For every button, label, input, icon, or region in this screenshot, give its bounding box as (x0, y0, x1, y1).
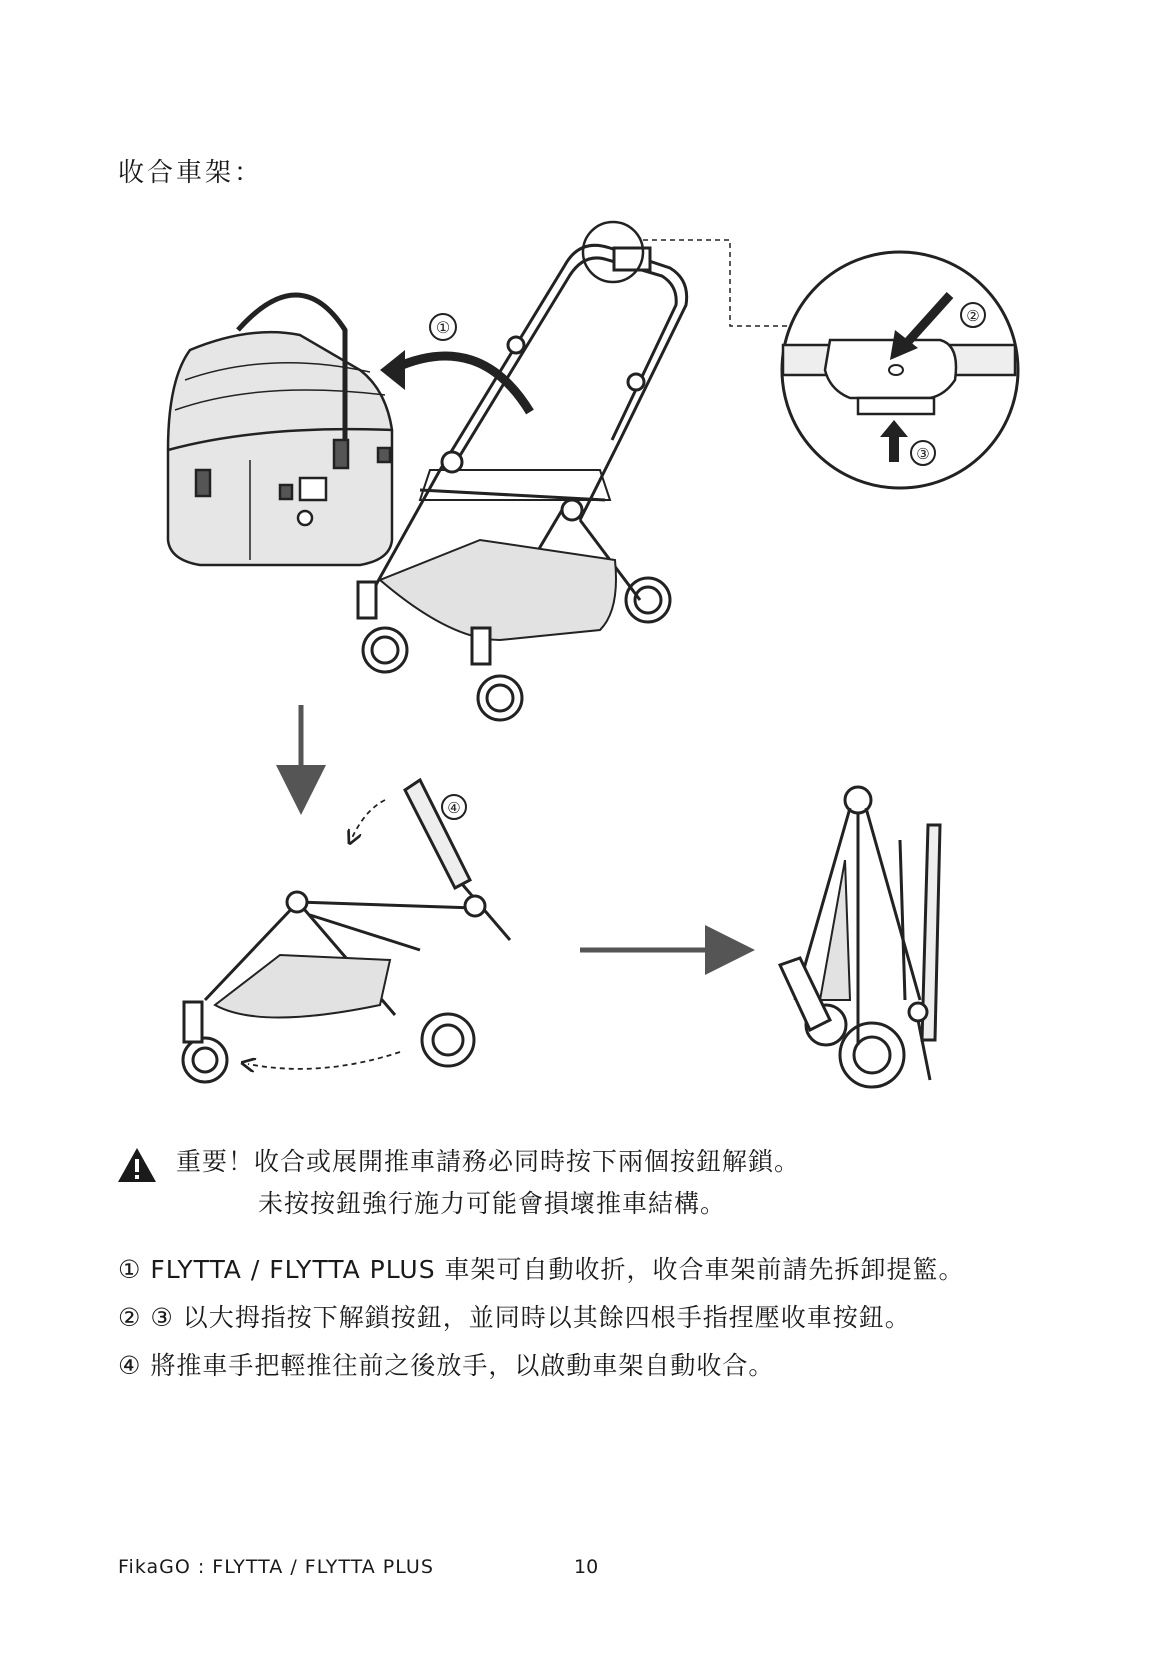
instruction-step-1: ① FLYTTA / FLYTTA PLUS 車架可自動收折，收合車架前請先拆卸提籃。 (118, 1255, 965, 1284)
page-number: 10 (574, 1556, 599, 1578)
section-title: 收合車架： (118, 158, 264, 188)
callout-2: ② (966, 307, 980, 325)
carrier-basket (168, 295, 392, 565)
stroller-folding (183, 780, 510, 1082)
instruction-step-4: ④ 將推車手把輕推往前之後放手，以啟動車架自動收合。 (118, 1351, 775, 1380)
unlock-button-detail (782, 252, 1018, 488)
footer-brand: FikaGO : FLYTTA / FLYTTA PLUS (118, 1556, 434, 1578)
stroller-upright (358, 245, 687, 720)
stroller-folded (780, 787, 940, 1087)
warning-text-line2: 未按按鈕強行施力可能會損壞推車結構。 (258, 1189, 727, 1218)
callout-4: ④ (447, 799, 461, 817)
callout-3: ③ (916, 445, 930, 463)
warning-triangle-icon (116, 1146, 158, 1184)
callout-1: ① (435, 318, 451, 337)
instruction-step-2-3: ② ③ 以大拇指按下解鎖按鈕，並同時以其餘四根手指捏壓收車按鈕。 (118, 1303, 911, 1332)
warning-text-line1: 重要！收合或展開推車請務必同時按下兩個按鈕解鎖。 (176, 1147, 801, 1176)
